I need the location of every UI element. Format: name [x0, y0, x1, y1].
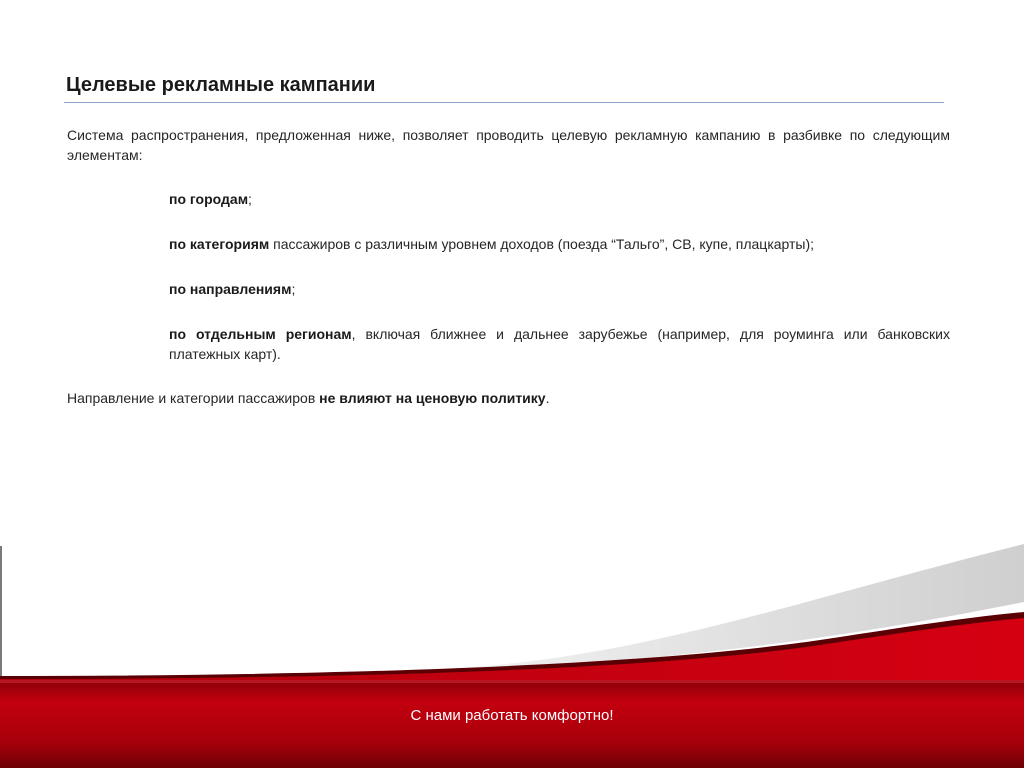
- slide-title: Целевые рекламные кампании: [66, 74, 376, 96]
- closing-paragraph: [67, 388, 950, 408]
- list-item-text: , включая ближнее и дальнее зарубежье (например, для роуминга или банковских платежных карт).: [169, 326, 950, 362]
- list-item-regions: [169, 324, 950, 364]
- list-item-text: ;: [291, 281, 296, 297]
- list-item-bold: по отдельным регионам: [169, 326, 352, 342]
- red-band: [0, 680, 1024, 768]
- closing-text: Направление и категории пассажиров: [67, 390, 320, 406]
- footer-swoosh-graphic: [0, 540, 1024, 768]
- intro-paragraph: Система распространения, предложенная ниже, позволяет проводить целевую рекламную кампанию в разбивке по следующим элементам:: [67, 127, 950, 163]
- list-item-directions: [169, 279, 950, 299]
- list-item-text: пассажиров с различным уровнем доходов (поезда “Тальго”, СВ, купе, плацкарты);: [269, 236, 815, 252]
- list-item-bold: по направлениям: [169, 281, 292, 297]
- list-item-cities: [169, 189, 950, 209]
- closing-bold: не влияют на ценовую политику: [319, 390, 546, 406]
- list-item-bold: по категориям: [169, 236, 270, 252]
- footer-slogan: С нами работать комфортно!: [410, 707, 614, 724]
- closing-period: .: [545, 390, 550, 406]
- title-underline: [64, 102, 944, 103]
- list-item-categories: [169, 234, 950, 254]
- list-item-text: ;: [248, 191, 252, 207]
- list-item-bold: по городам: [169, 191, 249, 207]
- red-band-highlight: [0, 680, 1024, 683]
